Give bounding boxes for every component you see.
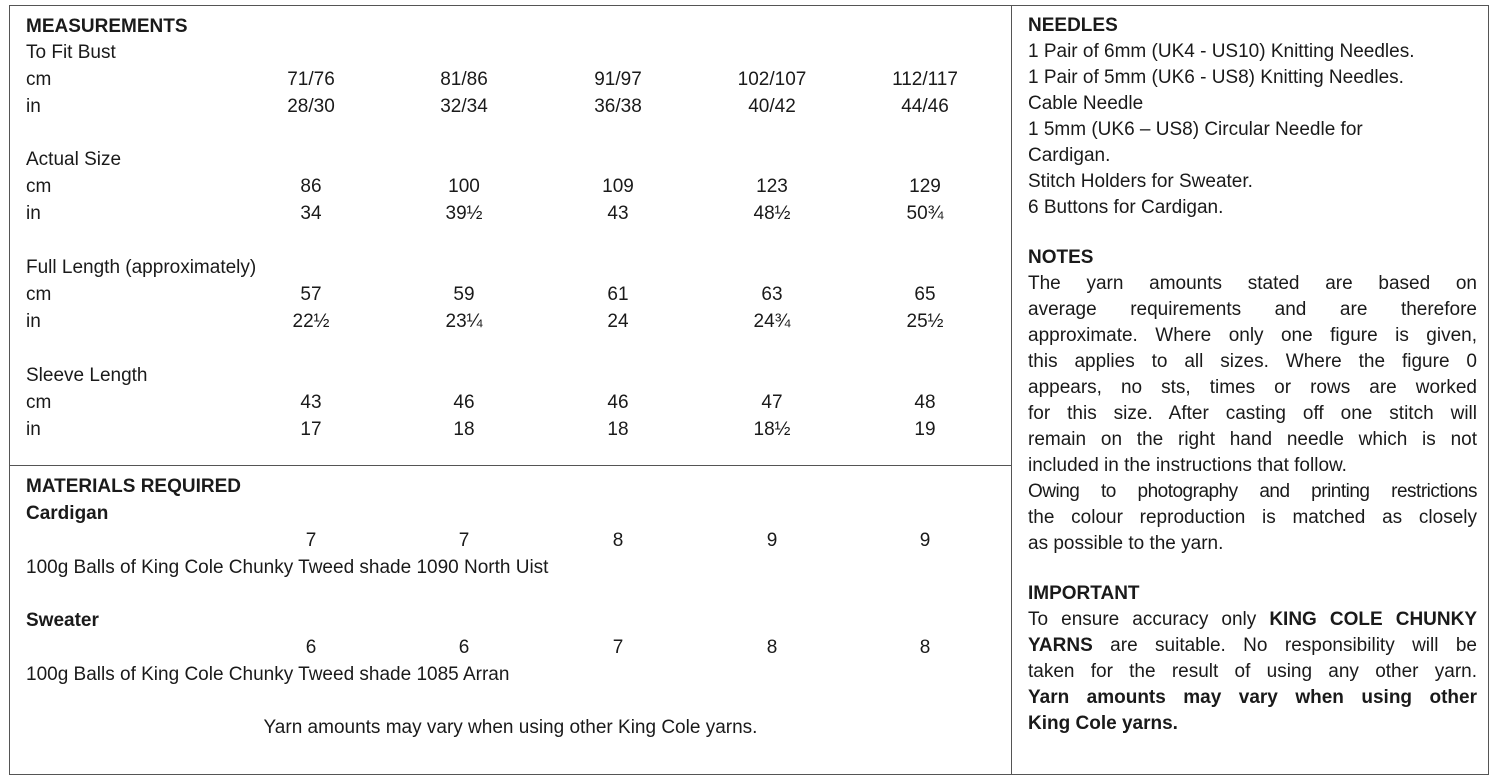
notes-section — [1028, 245, 1477, 557]
important-bold-line: King Cole yarns. — [1028, 713, 1178, 734]
section-divider — [9, 465, 1012, 466]
actual-size-label: Actual Size — [26, 149, 122, 170]
important-bold-line: Yarn amounts may vary when using other — [1028, 687, 1477, 708]
notes-line: Owing to photography and printing restrictions — [1028, 481, 1477, 502]
needles-line: 1 5mm (UK6 – US8) Circular Needle for — [1028, 119, 1363, 140]
important-line: To ensure accuracy only KING COLE CHUNKY — [1028, 609, 1477, 630]
notes-line: included in the instructions that follow. — [1028, 455, 1347, 476]
notes-line: The yarn amounts stated are based on — [1028, 273, 1477, 294]
needles-line: Cardigan. — [1028, 145, 1111, 166]
column-divider — [1011, 5, 1012, 775]
notes-line: the colour reproduction is matched as closely — [1028, 507, 1477, 528]
notes-line: average requirements and are therefore — [1028, 299, 1477, 320]
materials-heading: MATERIALS REQUIRED — [26, 476, 241, 497]
sleeve-length-label: Sleeve Length — [26, 365, 148, 386]
needles-section — [1028, 13, 1477, 221]
notes-line: appears, no sts, times or rows are worked — [1028, 377, 1477, 398]
measurements-heading: MEASUREMENTS — [26, 16, 188, 37]
needles-line: Stitch Holders for Sweater. — [1028, 171, 1253, 192]
needles-heading: NEEDLES — [1028, 15, 1118, 36]
notes-line: approximate. Where only one figure is given, — [1028, 325, 1477, 346]
important-line: taken for the result of using any other yarn. — [1028, 661, 1477, 682]
brand-name: KING COLE CHUNKY — [1269, 609, 1477, 630]
sweater-label: Sweater — [26, 610, 99, 631]
cardigan-label: Cardigan — [26, 503, 109, 524]
needles-line: 6 Buttons for Cardigan. — [1028, 197, 1224, 218]
yarn-amounts-note: Yarn amounts may vary when using other King Cole yarns. — [263, 717, 758, 738]
cardigan-yarn-description: 100g Balls of King Cole Chunky Tweed shade 1090 North Uist — [26, 557, 549, 578]
notes-line: this applies to all sizes. Where the figure 0 — [1028, 351, 1477, 372]
sweater-yarn-description: 100g Balls of King Cole Chunky Tweed shade 1085 Arran — [26, 664, 510, 685]
notes-line: remain on the right hand needle which is not — [1028, 429, 1477, 450]
needles-line: 1 Pair of 6mm (UK4 - US10) Knitting Needles. — [1028, 41, 1415, 62]
important-heading: IMPORTANT — [1028, 583, 1140, 604]
full-length-label: Full Length (approximately) — [26, 257, 257, 278]
needles-line: 1 Pair of 5mm (UK6 - US8) Knitting Needles. — [1028, 67, 1404, 88]
notes-line: as possible to the yarn. — [1028, 533, 1224, 554]
brand-name: YARNS — [1028, 635, 1093, 656]
to-fit-bust-label: To Fit Bust — [26, 42, 116, 63]
notes-heading: NOTES — [1028, 247, 1094, 268]
notes-line: for this size. After casting off one stitch will — [1028, 403, 1477, 424]
needles-line: Cable Needle — [1028, 93, 1144, 114]
important-section — [1028, 581, 1477, 737]
important-line: YARNS are suitable. No responsibility will be — [1028, 635, 1477, 656]
